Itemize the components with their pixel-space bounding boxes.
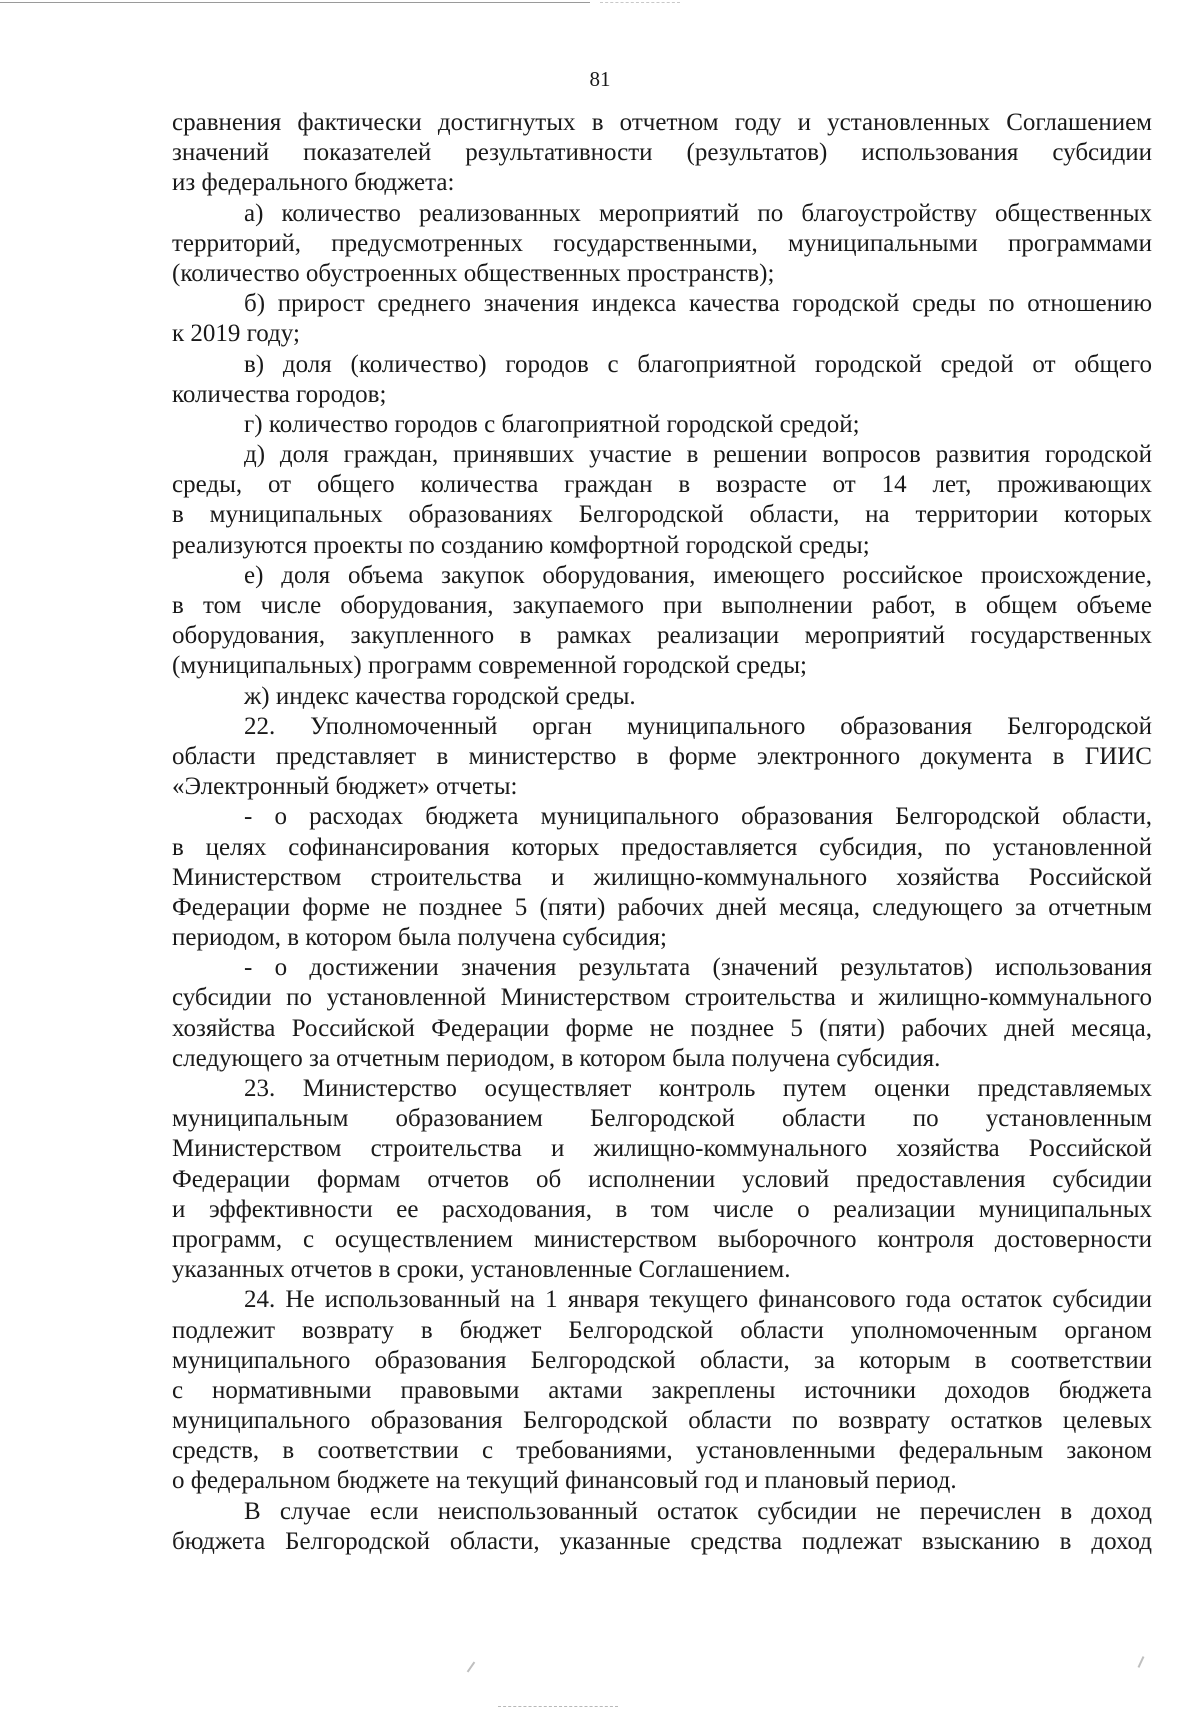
page-number: 81 xyxy=(589,67,611,91)
text-line: 24. Не использованный на 1 января текущего финансового года остаток субсидии xyxy=(244,1286,1152,1314)
text-line: среды, от общего количества граждан в возрасте от 14 лет, проживающих xyxy=(172,471,1152,499)
text-line: территорий, предусмотренных государственными, муниципальными программами xyxy=(172,229,1152,257)
top-border-line xyxy=(0,2,590,3)
text-line: программ, с осуществлением министерством выборочного контроля достоверности xyxy=(172,1225,1152,1253)
text-line: периодом, в котором была получена субсидия; xyxy=(172,924,667,952)
top-scan-artifact xyxy=(600,2,680,3)
text-line: муниципальным образованием Белгородской области по установленным xyxy=(172,1105,1152,1133)
text-line: в том числе оборудования, закупаемого при выполнении работ, в общем объеме xyxy=(172,592,1152,619)
text-line: хозяйства Российской Федерации форме не позднее 5 (пяти) рабочих дней месяца, xyxy=(172,1014,1152,1042)
text-line: Министерством строительства и жилищно-коммунального хозяйства Российской xyxy=(172,863,1152,891)
text-line: количества городов; xyxy=(172,380,387,408)
text-line: субсидии по установленной Министерством строительства и жилищно-коммунального xyxy=(172,984,1152,1012)
text-line: подлежит возврату в бюджет Белгородской области уполномоченным органом xyxy=(172,1316,1152,1344)
text-line: о федеральном бюджете на текущий финансовый год и плановый период. xyxy=(172,1467,957,1495)
text-line: муниципального образования Белгородской области по возврату остатков целевых xyxy=(172,1407,1152,1435)
text-line: указанных отчетов в сроки, установленные Соглашением. xyxy=(172,1256,791,1284)
text-line: в целях софинансирования которых предоставляется субсидия, по установленной xyxy=(172,833,1152,861)
text-line: «Электронный бюджет» отчеты: xyxy=(172,773,518,801)
text-line: В случае если неиспользованный остаток субсидии не перечислен в доход xyxy=(244,1497,1152,1525)
text-line: Федерации формам отчетов об исполнении условий предоставления субсидии xyxy=(172,1165,1152,1193)
text-line: из федерального бюджета: xyxy=(172,169,455,197)
text-line: 23. Министерство осуществляет контроль путем оценки представляемых xyxy=(244,1075,1152,1102)
text-line: ж) индекс качества городской среды. xyxy=(244,682,636,710)
text-line: реализуются проекты по созданию комфортной городской среды; xyxy=(172,531,870,559)
text-line: - о расходах бюджета муниципального образования Белгородской области, xyxy=(244,803,1152,831)
text-line: следующего за отчетным периодом, в котором была получена субсидия. xyxy=(172,1044,941,1072)
text-line: Федерации форме не позднее 5 (пяти) рабочих дней месяца, следующего за отчетным xyxy=(172,893,1152,921)
text-line: значений показателей результативности (результатов) использования субсидии xyxy=(172,139,1152,167)
text-line: к 2019 году; xyxy=(172,320,300,348)
text-line: с нормативными правовыми актами закреплены источники доходов бюджета xyxy=(172,1376,1152,1404)
text-line: е) доля объема закупок оборудования, имеющего российское происхождение, xyxy=(244,561,1152,589)
text-line: г) количество городов с благоприятной городской средой; xyxy=(244,410,860,438)
document-body xyxy=(172,108,1152,1557)
text-line: а) количество реализованных мероприятий по благоустройству общественных xyxy=(244,199,1152,227)
text-line: Министерством строительства и жилищно-коммунального хозяйства Российской xyxy=(172,1135,1152,1163)
text-line: и эффективности ее расходования, в том числе о реализации муниципальных xyxy=(172,1195,1152,1223)
text-line: д) доля граждан, принявших участие в решении вопросов развития городской xyxy=(244,441,1152,469)
bottom-scan-artifact xyxy=(498,1706,618,1707)
text-line: области представляет в министерство в форме электронного документа в ГИИС xyxy=(172,742,1152,770)
text-line: сравнения фактически достигнутых в отчетном году и установленных Соглашением xyxy=(172,109,1152,136)
text-line: (количество обустроенных общественных пространств); xyxy=(172,259,775,287)
text-line: (муниципальных) программ современной городской среды; xyxy=(172,652,807,680)
text-line: бюджета Белгородской области, указанные средства подлежат взысканию в доход xyxy=(172,1527,1152,1555)
text-line: - о достижении значения результата (значений результатов) использования xyxy=(244,954,1152,982)
text-line: оборудования, закупленного в рамках реализации мероприятий государственных xyxy=(172,622,1152,650)
scan-mark xyxy=(1138,1656,1145,1668)
scan-mark xyxy=(467,1662,476,1673)
text-line: муниципального образования Белгородской области, за которым в соответствии xyxy=(172,1346,1152,1374)
text-line: в муниципальных образованиях Белгородской области, на территории которых xyxy=(172,501,1152,529)
text-line: в) доля (количество) городов с благоприятной городской средой от общего xyxy=(244,350,1152,378)
text-line: 22. Уполномоченный орган муниципального образования Белгородской xyxy=(244,712,1152,740)
text-line: средств, в соответствии с требованиями, установленными федеральным законом xyxy=(172,1437,1152,1465)
text-line: б) прирост среднего значения индекса качества городской среды по отношению xyxy=(244,290,1152,318)
